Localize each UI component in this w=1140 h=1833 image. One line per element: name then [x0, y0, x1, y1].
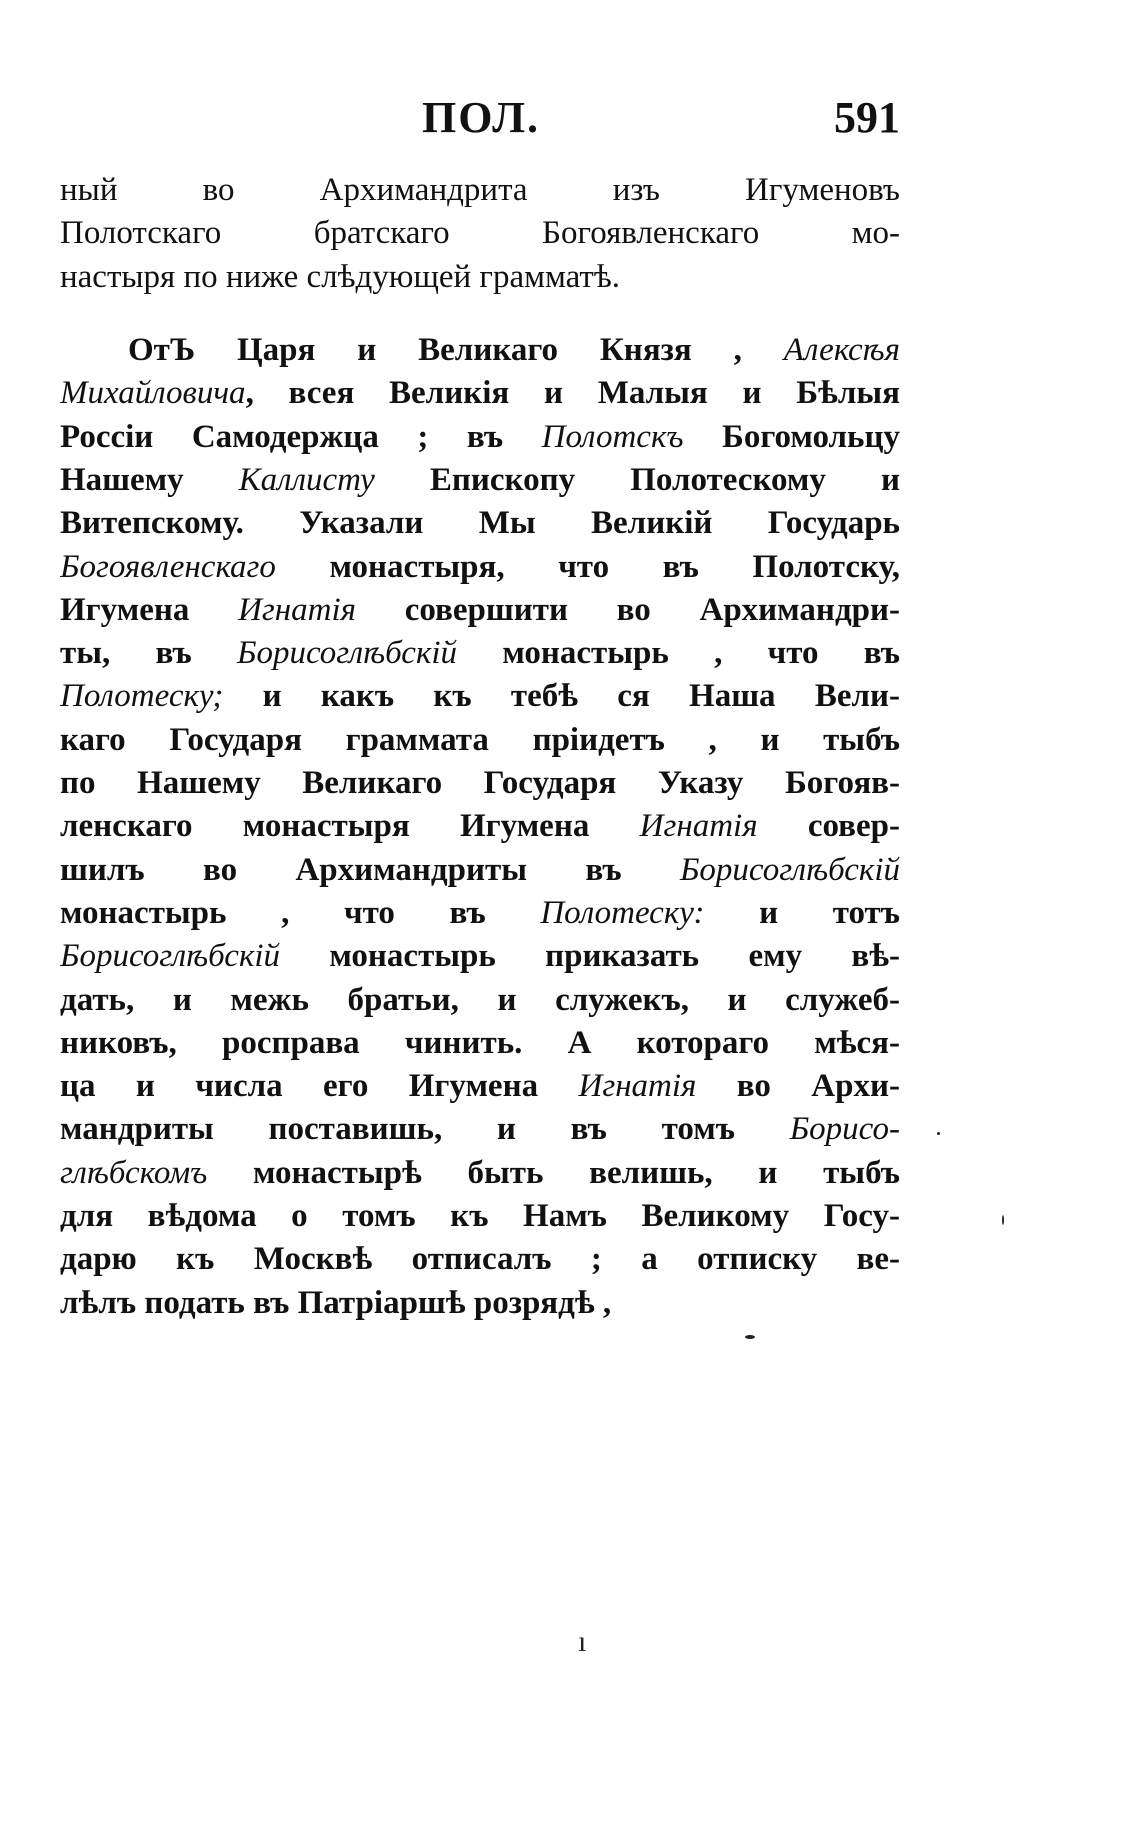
italic-name: Игнатія [578, 1068, 697, 1105]
text-line [60, 545, 900, 589]
italic-name: Борисоглѣбскій [237, 635, 458, 672]
italic-name: Борисо- [789, 1111, 900, 1148]
scan-speck [1002, 1215, 1004, 1225]
line-text: мандриты поставишь, и въ томъ [60, 1111, 790, 1148]
page-number: 591 [834, 93, 900, 142]
line-text: монастырь приказать ему вѣ- [280, 938, 900, 975]
italic-name: глѣбскомъ [60, 1154, 208, 1191]
signature-mark: ı [578, 1625, 587, 1658]
text-line [60, 891, 900, 935]
text-line [60, 674, 900, 718]
text-line [60, 718, 900, 762]
italic-name: Алексѣя [783, 332, 900, 368]
text-line [60, 1021, 900, 1065]
text-line [60, 848, 900, 892]
line-text: Епископу Полотескому и [374, 461, 900, 498]
line-text: ленскаго монастыря Игумена [60, 808, 640, 845]
line-text: монастырь , что въ [60, 894, 541, 931]
italic-name: Каллисту [238, 461, 375, 498]
line-text: Россіи Самодержца ; въ [60, 418, 542, 455]
text-line [60, 415, 900, 459]
text-line [60, 328, 900, 372]
text-line [60, 1194, 900, 1238]
text-line [60, 1151, 900, 1195]
italic-name: Богоявленскаго [60, 548, 276, 585]
text-line [60, 458, 900, 502]
text-line [60, 804, 900, 848]
line-text: во Архи- [696, 1068, 900, 1105]
line-text: шилъ во Архимандриты въ [60, 851, 680, 888]
text-line [60, 631, 900, 675]
scan-speck [937, 1132, 940, 1135]
text-line [60, 371, 900, 415]
text-line: Полотскаго братскаго Богоявленскаго мо- [60, 215, 900, 252]
text-line [60, 761, 900, 805]
line-text: Нашему [60, 461, 239, 498]
line-text: монастыря, что въ Полотску, [275, 548, 900, 585]
italic-name: Михайловича [60, 375, 246, 412]
text-line [60, 501, 900, 545]
scan-speck [745, 1335, 755, 1339]
italic-name: Игнатія [238, 591, 356, 628]
page-header [60, 92, 900, 152]
line-text: и какъ къ тебѣ ся Наша Вели- [223, 678, 900, 715]
line-text: совершити во Архимандри- [356, 591, 900, 628]
line-text: дарю къ Москвѣ отписалъ ; а отписку ве- [60, 1241, 900, 1278]
line-text: , всея Великія и Малыя и Бѣлыя [245, 375, 900, 412]
text-line: ный во Архимандрита изъ Игуменовъ [60, 172, 900, 208]
text-line [60, 1237, 900, 1281]
text-line [60, 1281, 900, 1325]
text-line [60, 1107, 900, 1151]
italic-name: Игнатія [639, 808, 758, 845]
italic-name: Борисоглѣбскій [60, 938, 281, 975]
italic-name: Полотеску: [540, 894, 705, 931]
text-line [60, 978, 900, 1022]
italic-name: Полотскъ [541, 418, 684, 455]
line-text: для вѣдома о томъ къ Намъ Великому Госу- [60, 1198, 900, 1234]
line-text: каго Государя граммата пріидетъ , и тыбъ [60, 721, 900, 758]
line-text: дать, и межь братьи, и служекъ, и служеб- [60, 981, 900, 1018]
line-text: ОтЪ Царя и Великаго Князя , [128, 332, 784, 368]
italic-name: Полотеску; [60, 678, 224, 715]
line-text: лѣлъ подать въ Патріаршѣ розрядѣ , [60, 1284, 612, 1321]
line-text: и тотъ [704, 894, 900, 931]
line-text: монастырѣ быть велишь, и тыбъ [207, 1154, 900, 1191]
line-text: Богомольцу [683, 418, 900, 455]
text-line: настыря по ниже слѣдующей грамматѣ. [60, 258, 621, 295]
line-text: совер- [757, 808, 900, 845]
text-line [60, 934, 900, 978]
line-text: монастырь , что въ [457, 635, 900, 672]
line-text: по Нашему Великаго Государя Указу Богояв- [60, 765, 900, 801]
line-text: никовъ, росправа чинить. А котораго мѣся- [60, 1024, 900, 1061]
text-line [60, 1064, 900, 1108]
italic-name: Борисоглѣбскій [679, 851, 900, 888]
line-text: ца и числа его Игумена [60, 1068, 579, 1105]
text-line [60, 588, 900, 632]
line-text: ты, въ [60, 635, 238, 672]
line-text: Витепскому. Указали Мы Великій Государь [60, 505, 900, 542]
running-head: ПОЛ. [422, 93, 541, 142]
line-text: Игумена [60, 591, 239, 628]
